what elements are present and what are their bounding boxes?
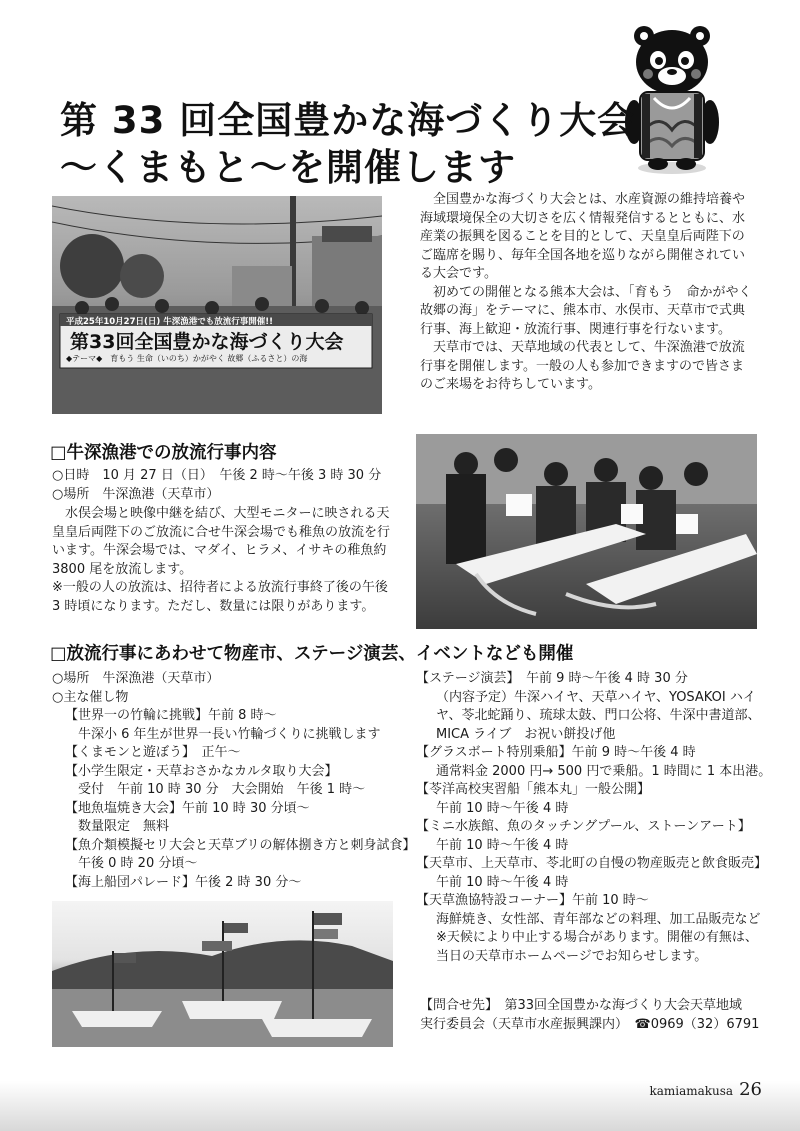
section2-right-column	[416, 670, 772, 966]
section2-heading: □放流行事にあわせて物産市、ステージ演芸、イベントなども開催	[50, 644, 574, 664]
event-detail: 牛深小 6 年生が世界一長い竹輪づくりに挑戦します	[78, 726, 381, 742]
event-item: 【地魚塩焼き大会】午前 10 時 30 分頃～	[65, 800, 310, 816]
weather-note: ※天候により中止する場合があります。開催の有無は、	[436, 930, 758, 945]
event-item: 【天草市、上天草市、苓北町の自慢の物産販売と飲食販売】	[416, 856, 768, 871]
event-detail: 午前 10 時～午後 4 時	[436, 874, 569, 890]
event-item: 【魚介類模擬セリ大会と天草ブリの解体捌き方と刺身試食】	[65, 837, 416, 853]
event-detail: 午前 10 時～午後 4 時	[436, 800, 569, 816]
fish-release-photo	[416, 434, 757, 629]
event-item: 【天草漁協特設コーナー】午前 10 時～	[416, 893, 649, 908]
event-item: 【ミニ水族館、魚のタッチングプール、ストーンアート】	[416, 819, 751, 834]
contact-line: 実行委員会（天草市水産振興課内） ☎0969（32）6791	[420, 1016, 760, 1032]
intro-paragraph: 全国豊かな海づくり大会とは、水産資源の維持培養や海域環境保全の大切さを広く情報発信するとともに、水産業の振興を図ることを目的として、天皇皇后両陛下のご臨席を賜り、毎年全国各地を巡りながら開催されている大会です。	[420, 192, 746, 281]
event-item: 【グラスボート特別乗船】午前 9 時～午後 4 時	[416, 745, 696, 760]
footer	[649, 1079, 762, 1100]
event-detail: 海鮮焼き、女性部、青年部などの料理、加工品販売など	[436, 911, 761, 927]
events-label: ○主な催し物	[52, 689, 129, 705]
intro-paragraph: 初めての開催となる熊本大会は、「育もう 命かがやく 故郷の海」をテーマに、熊本市、水俣市、天草市で式典行事、海上歓迎・放流行事、関連行事を行ないます。	[420, 284, 765, 337]
event-datetime: ○日時 10 月 27 日（日） 午後 2 時～午後 3 時 30 分	[52, 468, 382, 483]
event-detail: ヤ、苓北蛇踊り、琉球太鼓、門口公将、牛深中書道部、	[436, 708, 761, 723]
kumamon-mascot-illustration	[624, 18, 720, 178]
banner-main-text: 第33回全国豊かな海づくり大会	[70, 331, 344, 353]
release-note: ※一般の人の放流は、招待者による放流行事終了後の午後 3 時頃になります。ただし、数量には限りがあります。	[52, 580, 388, 614]
section1-heading: □牛深漁港での放流行事内容	[50, 443, 277, 463]
page-title-line1: 第 33 回全国豊かな海づくり大会	[60, 99, 636, 142]
banner-top-text: 平成25年10月27日(日) 牛深漁港でも放流行事開催!!	[66, 317, 273, 327]
page-title-line2: ～くまもと～を開催します	[60, 146, 516, 189]
event-detail: 受付 午前 10 時 30 分 大会開始 午後 1 時～	[78, 782, 366, 797]
event-detail: MICA ライブ お祝い餅投げ他	[436, 726, 616, 742]
page-number: 26	[739, 1079, 762, 1100]
section2-left-column	[52, 670, 416, 892]
event-detail: 午後 0 時 20 分頃～	[78, 856, 198, 871]
event-detail: （内容予定）牛深ハイヤ、天草ハイヤ、YOSAKOI ハイ	[436, 689, 756, 705]
banner-parade-photo	[52, 196, 382, 414]
section1-details	[52, 467, 397, 504]
event-item: 【世界一の竹輪に挑戦】午前 8 時～	[65, 708, 277, 723]
event-item: 【海上船団パレード】午後 2 時 30 分～	[65, 874, 302, 890]
section1-body	[52, 505, 397, 616]
event-detail: 通常料金 2000 円→ 500 円で乗船。1 時間に 1 本出港。	[436, 763, 772, 779]
weather-note: 当日の天草市ホームページでお知らせします。	[436, 948, 708, 964]
banner-sub-text: ◆テーマ◆ 育もう 生命（いのち）かがやく 故郷（ふるさと）の海	[66, 354, 308, 363]
event-detail: 数量限定 無料	[78, 819, 170, 834]
boat-parade-photo	[52, 901, 393, 1047]
contact-info	[420, 997, 760, 1034]
intro-text	[420, 191, 765, 395]
intro-paragraph: 天草市では、天草地域の代表として、牛深漁港で放流行事を開催します。一般の人も参加できますので皆さまのご来場をお待ちしています。	[420, 340, 745, 392]
event-item: 【小学生限定・天草おさかなカルタ取り大会】	[65, 763, 338, 779]
contact-line: 【問合せ先】 第33回全国豊かな海づくり大会天草地域	[420, 998, 743, 1013]
publication-name: kamiamakusa	[649, 1084, 734, 1098]
event-item: 【ステージ演芸】 午前 9 時～午後 4 時 30 分	[416, 671, 688, 686]
event-location: ○場所 牛深漁港（天草市）	[52, 671, 220, 686]
event-item: 【くまモンと遊ぼう】 正午～	[65, 745, 241, 760]
event-item: 【苓洋高校実習船「熊本丸」一般公開】	[416, 782, 651, 797]
event-detail: 午前 10 時～午後 4 時	[436, 837, 569, 853]
release-description: 水俣会場と映像中継を結び、大型モニターに映される天皇皇后両陛下のご放流に合せ牛深会場でも稚魚の放流を行います。牛深会場では、マダイ、ヒラメ、イサキの稚魚約 3800 尾を放流します。	[52, 506, 391, 577]
event-location: ○場所 牛深漁港（天草市）	[52, 486, 220, 502]
